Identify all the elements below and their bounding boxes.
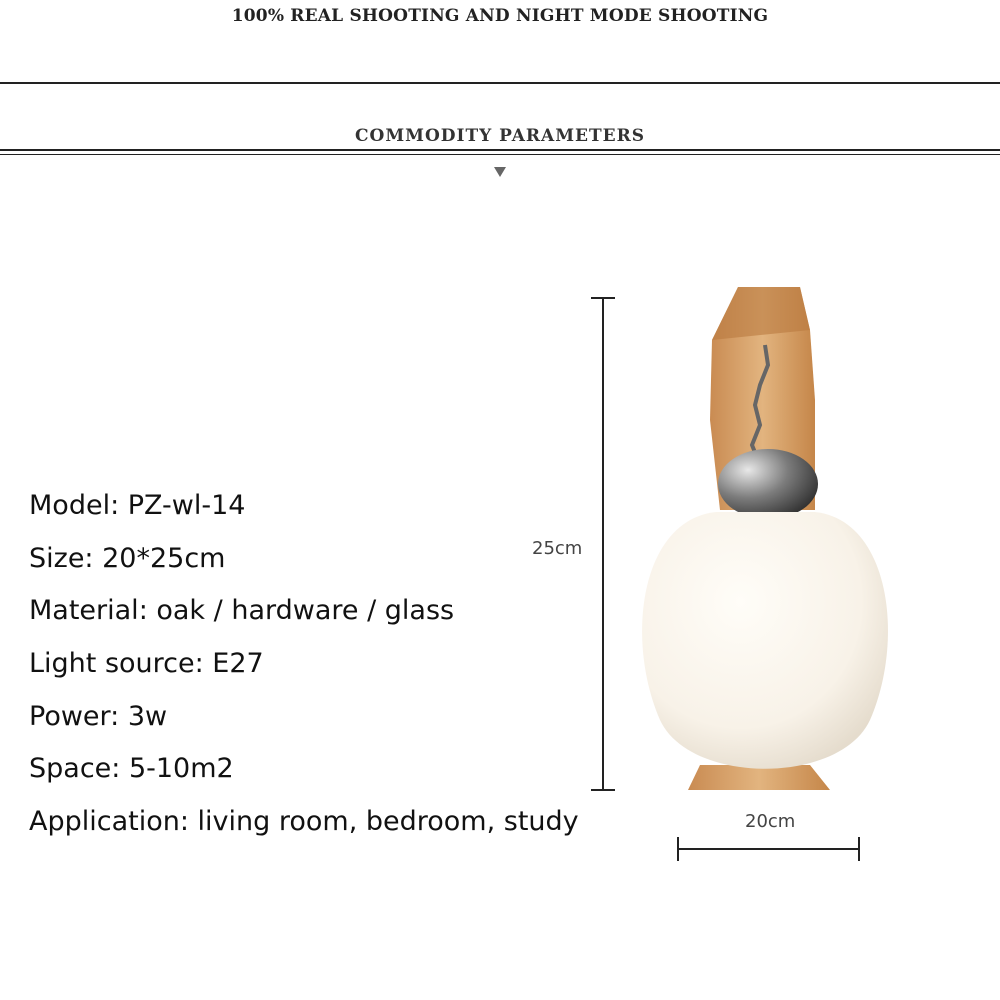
spec-light-source: Light source: E27: [29, 648, 264, 680]
spec-space: Space: 5-10m2: [29, 753, 234, 785]
spec-power: Power: 3w: [29, 700, 168, 732]
page-banner: 100% REAL SHOOTING AND NIGHT MODE SHOOTING: [231, 6, 769, 26]
spec-material: Material: oak / hardware / glass: [29, 595, 455, 627]
width-label: 20cm: [745, 811, 796, 832]
spec-model: Model: PZ-wl-14: [29, 490, 246, 521]
section-title: COMMODITY PARAMETERS: [354, 126, 646, 146]
wood-base: [688, 765, 830, 790]
glass-globe: [642, 512, 888, 769]
spec-application: Application: living room, bedroom, study: [29, 806, 579, 838]
chrome-cap: [718, 449, 818, 519]
height-label: 25cm: [532, 538, 583, 559]
spec-size: Size: 20*25cm: [29, 542, 226, 574]
